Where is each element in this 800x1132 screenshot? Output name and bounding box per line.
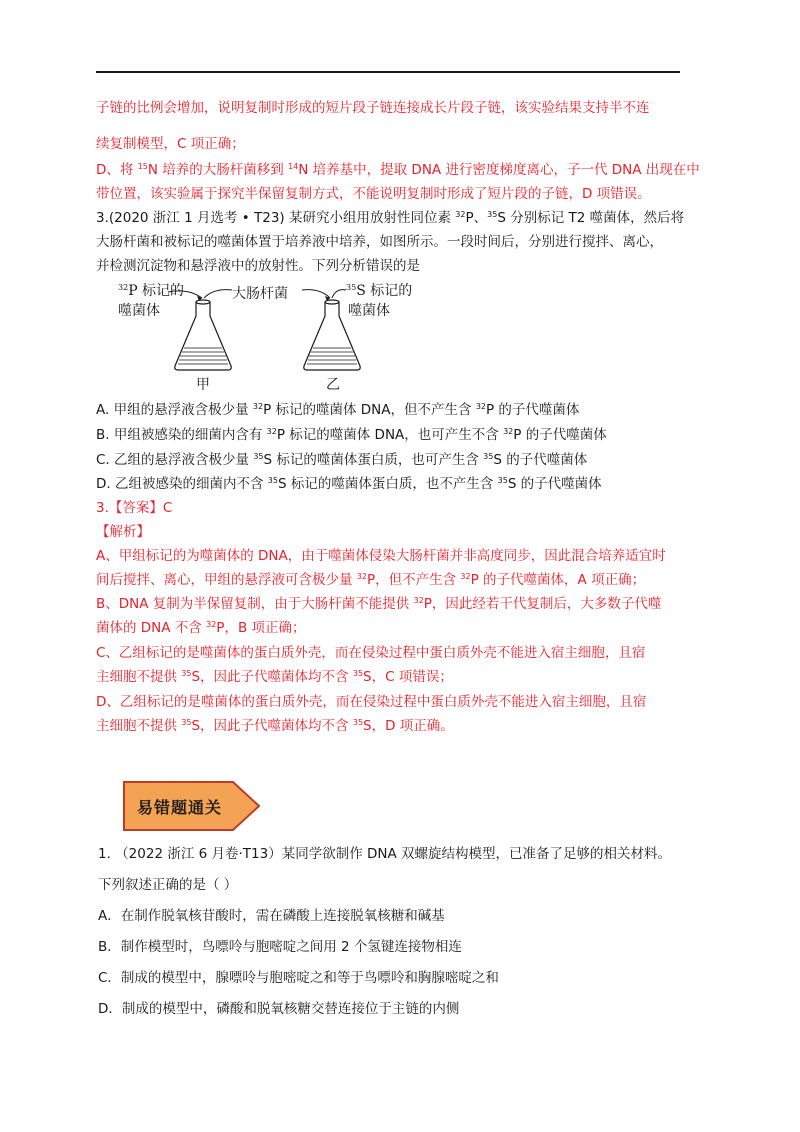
analysis-line: D、乙组标记的是噬菌体的蛋白质外壳，而在侵染过程中蛋白质外壳不能进入宿主细胞，且宿 <box>96 694 647 710</box>
flask-jia <box>175 300 231 370</box>
analysis-line: C、乙组标记的是噬菌体的蛋白质外壳，而在侵染过程中蛋白质外壳不能进入宿主细胞，且宿 <box>96 645 646 661</box>
option-b: B. 甲组被感染的细菌内含有 $^{32}$P 标记的噬菌体 DNA，也可产生不含 $^{32}$P 的子代噬菌体 <box>96 427 607 443</box>
analysis-label: 【解析】 <box>96 524 150 540</box>
text-line: 子链的比例会增加，说明复制时形成的短片段子链连接成长片段子链，该实验结果支持半不连 <box>96 100 650 116</box>
text-line: 带位置，该实验属于探究半保留复制方式，不能说明复制时形成了短片段的子链，D 项错误。 <box>96 186 651 202</box>
option-b: B．制作模型时，鸟嘌呤与胞嘧啶之间用 2 个氢键连接物相连 <box>98 939 462 955</box>
header-rule <box>96 71 680 73</box>
analysis-line: A、甲组标记的为噬菌体的 DNA，由于噬菌体侵染大肠杆菌并非高度同步，因此混合培养适宜时 <box>96 548 666 564</box>
figure-right-label-2: 噬菌体 <box>348 303 390 319</box>
analysis-line: 菌体的 DNA 不含 $^{32}$P，B 项正确； <box>96 620 306 636</box>
analysis-line: 间后搅拌、离心，甲组的悬浮液可含极少量 $^{32}$P，但不产生含 $^{32}$P 的子代噬菌体，A 项正确； <box>96 572 646 588</box>
flask-label-jia: 甲 <box>196 377 210 393</box>
section-banner-title: 易错题通关 <box>137 798 223 817</box>
analysis-line: 主细胞不提供 $^{35}$S，因此子代噬菌体均不含 $^{35}$S，D 项正确。 <box>96 718 454 734</box>
question-stem: 大肠杆菌和被标记的噬菌体置于培养液中培养，如图所示。一段时间后，分别进行搅拌、离心， <box>96 234 663 250</box>
flask-label-yi: 乙 <box>326 377 340 393</box>
question-stem: 3.(2020 浙江 1 月选考 • T23) 某研究小组用放射性同位素 $^{32}$P、$^{35}$S 分别标记 T2 噬菌体，然后将 <box>96 210 685 226</box>
text-line: 续复制模型，C 项正确； <box>96 136 245 152</box>
arrow-center-left <box>204 290 232 298</box>
figure-center-label: 大肠杆菌 <box>232 286 288 302</box>
arrow-right <box>332 290 346 298</box>
flask-diagram <box>110 276 413 396</box>
answer-label: 3.【答案】C <box>96 500 173 516</box>
figure-left-label: $^{32}$P 标记的 <box>118 283 185 299</box>
arrow-left <box>168 291 202 298</box>
analysis-line: 主细胞不提供 $^{35}$S，因此子代噬菌体均不含 $^{35}$S，C 项错误； <box>96 669 453 685</box>
text-line: D、将 $^{15}$N 培养的大肠杆菌移到 $^{14}$N 培养基中，提取 DNA 进行密度梯度离心，子一代 DNA 出现在中 <box>96 162 700 178</box>
option-a: A. 甲组的悬浮液含极少量 $^{32}$P 标记的噬菌体 DNA，但不产生含 $^{32}$P 的子代噬菌体 <box>96 402 580 418</box>
flask-yi <box>304 300 360 370</box>
option-c: C．制成的模型中，腺嘌呤与胞嘧啶之和等于鸟嘌呤和胸腺嘧啶之和 <box>98 970 499 986</box>
option-a: A．在制作脱氧核苷酸时，需在磷酸上连接脱氧核糖和碱基 <box>98 908 445 924</box>
question-stem: 下列叙述正确的是（ ） <box>98 877 238 893</box>
figure-left-label-2: 噬菌体 <box>118 303 160 319</box>
analysis-line: B、DNA 复制为半保留复制，由于大肠杆菌不能提供 $^{32}$P，因此经若干代复制后，大多数子代噬 <box>96 596 662 612</box>
question-stem: 并检测沉淀物和悬浮液中的放射性。下列分析错误的是 <box>96 258 420 274</box>
option-c: C. 乙组的悬浮液含极少量 $^{35}$S 标记的噬菌体蛋白质，也可产生含 $^{35}$S 的子代噬菌体 <box>96 452 588 468</box>
figure-right-label: $^{35}$S 标记的 <box>346 283 413 299</box>
question-stem: 1. （2022 浙江 6 月卷·T13）某同学欲制作 DNA 双螺旋结构模型，已准备了足够的相关材料。 <box>98 846 672 862</box>
option-d: D. 乙组被感染的细菌内不含 $^{35}$S 标记的噬菌体蛋白质，也不产生含 $^{35}$S 的子代噬菌体 <box>96 476 602 492</box>
option-d: D．制成的模型中，磷酸和脱氧核糖交替连接位于主链的内侧 <box>98 1001 460 1017</box>
